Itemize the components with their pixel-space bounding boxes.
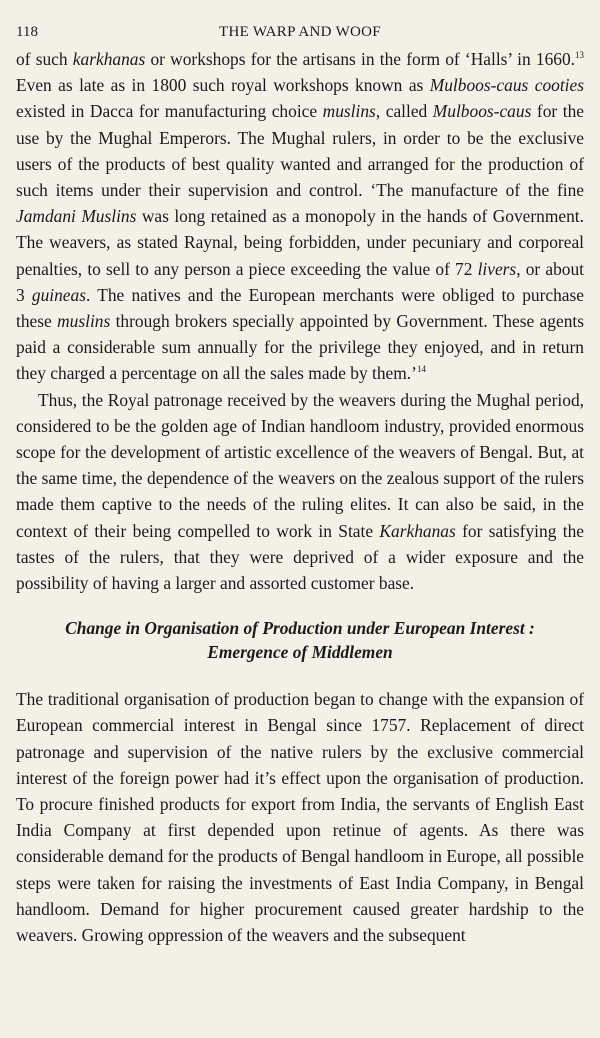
italic-term: Jamdani Muslins xyxy=(16,206,137,227)
paragraph-1-text: was long retained as a monopoly in the hands of Government. The weavers, as stated Raynal, being forbidden, under pecuniary and corporeal penalties, to sell to any person a piece exceeding the value of 72 xyxy=(16,206,584,279)
paragraph-1-text: Even as late as in 1800 such royal workshops known as xyxy=(16,75,430,96)
italic-term: Mulboos-caus xyxy=(432,101,532,122)
section-heading xyxy=(16,596,584,686)
page-number: 118 xyxy=(16,24,38,40)
italic-term: Mulboos-caus cooties xyxy=(429,75,584,96)
book-page xyxy=(16,20,584,948)
paragraph-1 xyxy=(16,46,584,387)
paragraph-3 xyxy=(16,686,584,948)
italic-term: muslins xyxy=(322,101,376,122)
running-title: THE WARP AND WOOF xyxy=(219,24,381,40)
paragraph-1-text: , or about 3 xyxy=(16,258,584,305)
paragraph-1-text: , called xyxy=(375,101,433,122)
italic-term: muslins xyxy=(57,311,111,332)
paragraph-2-text: Thus, the Royal patronage received by the weavers during the Mughal period, considered to be the golden age of Indian handloom industry, provided enormous scope for the development of artistic excellence of the weavers of Bengal. But, at the same time, the dependence of the weavers on the zealous support of the rulers made them captive to the needs of the ruling elites. It can also be said, in the context of their being compelled to work in State xyxy=(16,389,584,541)
paragraph-1-text: existed in Dacca for manufacturing choice xyxy=(16,101,323,122)
section-heading-line-1: Change in Organisation of Production under European Interest : xyxy=(65,618,535,639)
italic-term: livers xyxy=(477,258,517,279)
paragraph-1-text: of such xyxy=(16,49,73,69)
paragraph-2 xyxy=(16,387,584,597)
paragraph-2-text: for satisfying the tastes of the rulers, that they were deprived of a wider exposure and the possibility of having a larger and assorted customer base. xyxy=(16,520,584,594)
paragraph-3-text: The traditional organisation of production began to change with the expansion of European commercial interest in Bengal since 1757. Replacement of direct patronage and supervision of the native rulers by the exclusive commercial interest of the foreign power had it’s effect upon the organisation of production. To procure finished products for export from India, the servants of English East India Company at first depended upon retinue of agents. As there was considerable demand for the products of Bengal handloom in Europe, all possible steps were taken for raising the investments of East India Company, in Bengal handloom. Demand for higher procurement caused greater hardship to the weavers. Growing oppression of the weavers and the subsequent xyxy=(16,689,584,946)
italic-term: karkhanas xyxy=(72,49,146,69)
paragraph-1-text: or workshops for the artisans in the form of ‘Halls’ in 1660. xyxy=(145,49,576,69)
section-heading-line-2: Emergence of Middlemen xyxy=(207,642,393,663)
italic-term: Karkhanas xyxy=(379,520,456,541)
footnote-ref-13: 13 xyxy=(575,50,585,60)
paragraph-1-text: for the use by the Mughal Emperors. The Mughal rulers, in order to be the exclusive users of the products of best quality wanted and arranged for the production of such items under their supervision and control. ‘The manufacture of the fine xyxy=(16,101,584,201)
footnote-ref-14: 14 xyxy=(416,364,426,375)
page-header xyxy=(16,20,584,46)
paragraph-1-text: . The natives and the European merchants were obliged to purchase these xyxy=(16,284,584,332)
italic-term: guineas xyxy=(31,284,86,305)
paragraph-1-text: through brokers specially appointed by Government. These agents paid a considerable sum annually for the privilege they enjoyed, and in return they charged a percentage on all the sales made by them.’ xyxy=(16,311,584,384)
